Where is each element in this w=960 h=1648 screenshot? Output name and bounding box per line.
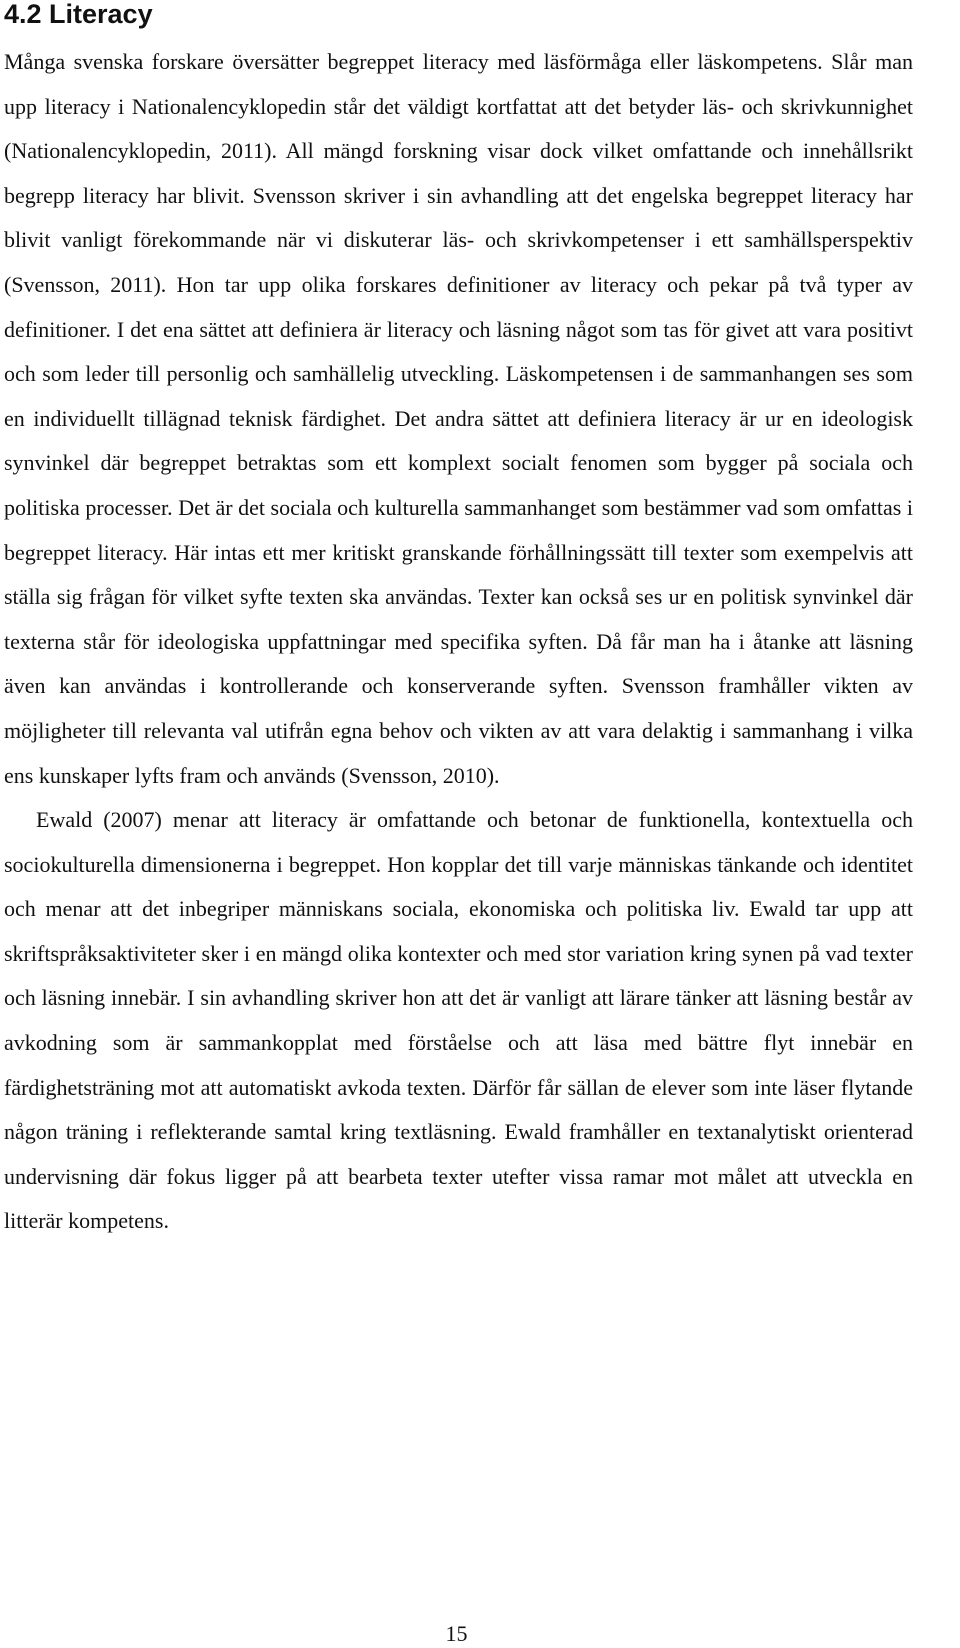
section-heading: 4.2 Literacy [4, 0, 153, 29]
body-text [4, 40, 913, 1244]
page-number: 15 [445, 1621, 468, 1646]
paragraph-1: Många svenska forskare översätter begreppet literacy med läsförmåga eller läskompetens. Slår man upp literacy i Nationalencyklopedin står det väldigt kortfattat att det betyder läs- och skrivkunnighet (Nationalencyklopedin, 2011). All mängd forskning visar dock vilket omfattande och innehållsrikt begrepp literacy har blivit. Svensson skriver i sin avhandling att det engelska begreppet literacy har blivit vanligt förekommande när vi diskuterar läs- och skrivkompetenser i ett samhällsperspektiv (Svensson, 2011). Hon tar upp olika forskares definitioner av literacy och pekar på två typer av definitioner. I det ena sättet att definiera är literacy och läsning något som tas för givet att vara positivt och som leder till personlig och samhällelig utveckling. Läskompetensen i de sammanhangen ses som en individuellt tillägnad teknisk färdighet. Det andra sättet att definiera literacy är ur en ideologisk synvinkel där begreppet betraktas som ett komplext socialt fenomen som bygger på sociala och politiska processer. Det är det sociala och kulturella sammanhanget som bestämmer vad som omfattas i begreppet literacy. Här intas ett mer kritiskt granskande förhållningssätt till texter som exempelvis att ställa sig frågan för vilket syfte texten ska användas. Texter kan också ses ur en politisk synvinkel där texterna står för ideologiska uppfattningar med specifika syften. Då får man ha i åtanke att läsning även kan användas i kontrollerande och konserverande syften. Svensson framhåller vikten av möjligheter till relevanta val utifrån egna behov och vikten av att vara delaktig i sammanhang i vilka ens kunskaper lyfts fram och används (Svensson, 2010). [4, 49, 913, 788]
paragraph-2: Ewald (2007) menar att literacy är omfattande och betonar de funktionella, kontextuella och sociokulturella dimensionerna i begreppet. Hon kopplar det till varje människas tänkande och identitet och menar att det inbegriper människans sociala, ekonomiska och politiska liv. Ewald tar upp att skriftspråksaktiviteter sker i en mängd olika kontexter och med stor variation kring synen på vad texter och läsning innebär. I sin avhandling skriver hon att det är vanligt att lärare tänker att läsning består av avkodning som är sammankopplat med förståelse och att läsa med bättre flyt innebär en färdighetsträning mot att automatiskt avkoda texten. Därför får sällan de elever som inte läser flytande någon träning i reflekterande samtal kring textläsning. Ewald framhåller en textanalytiskt orienterad undervisning där fokus ligger på att bearbeta texter utefter vissa ramar mot målet att utveckla en litterär kompetens. [4, 807, 913, 1234]
